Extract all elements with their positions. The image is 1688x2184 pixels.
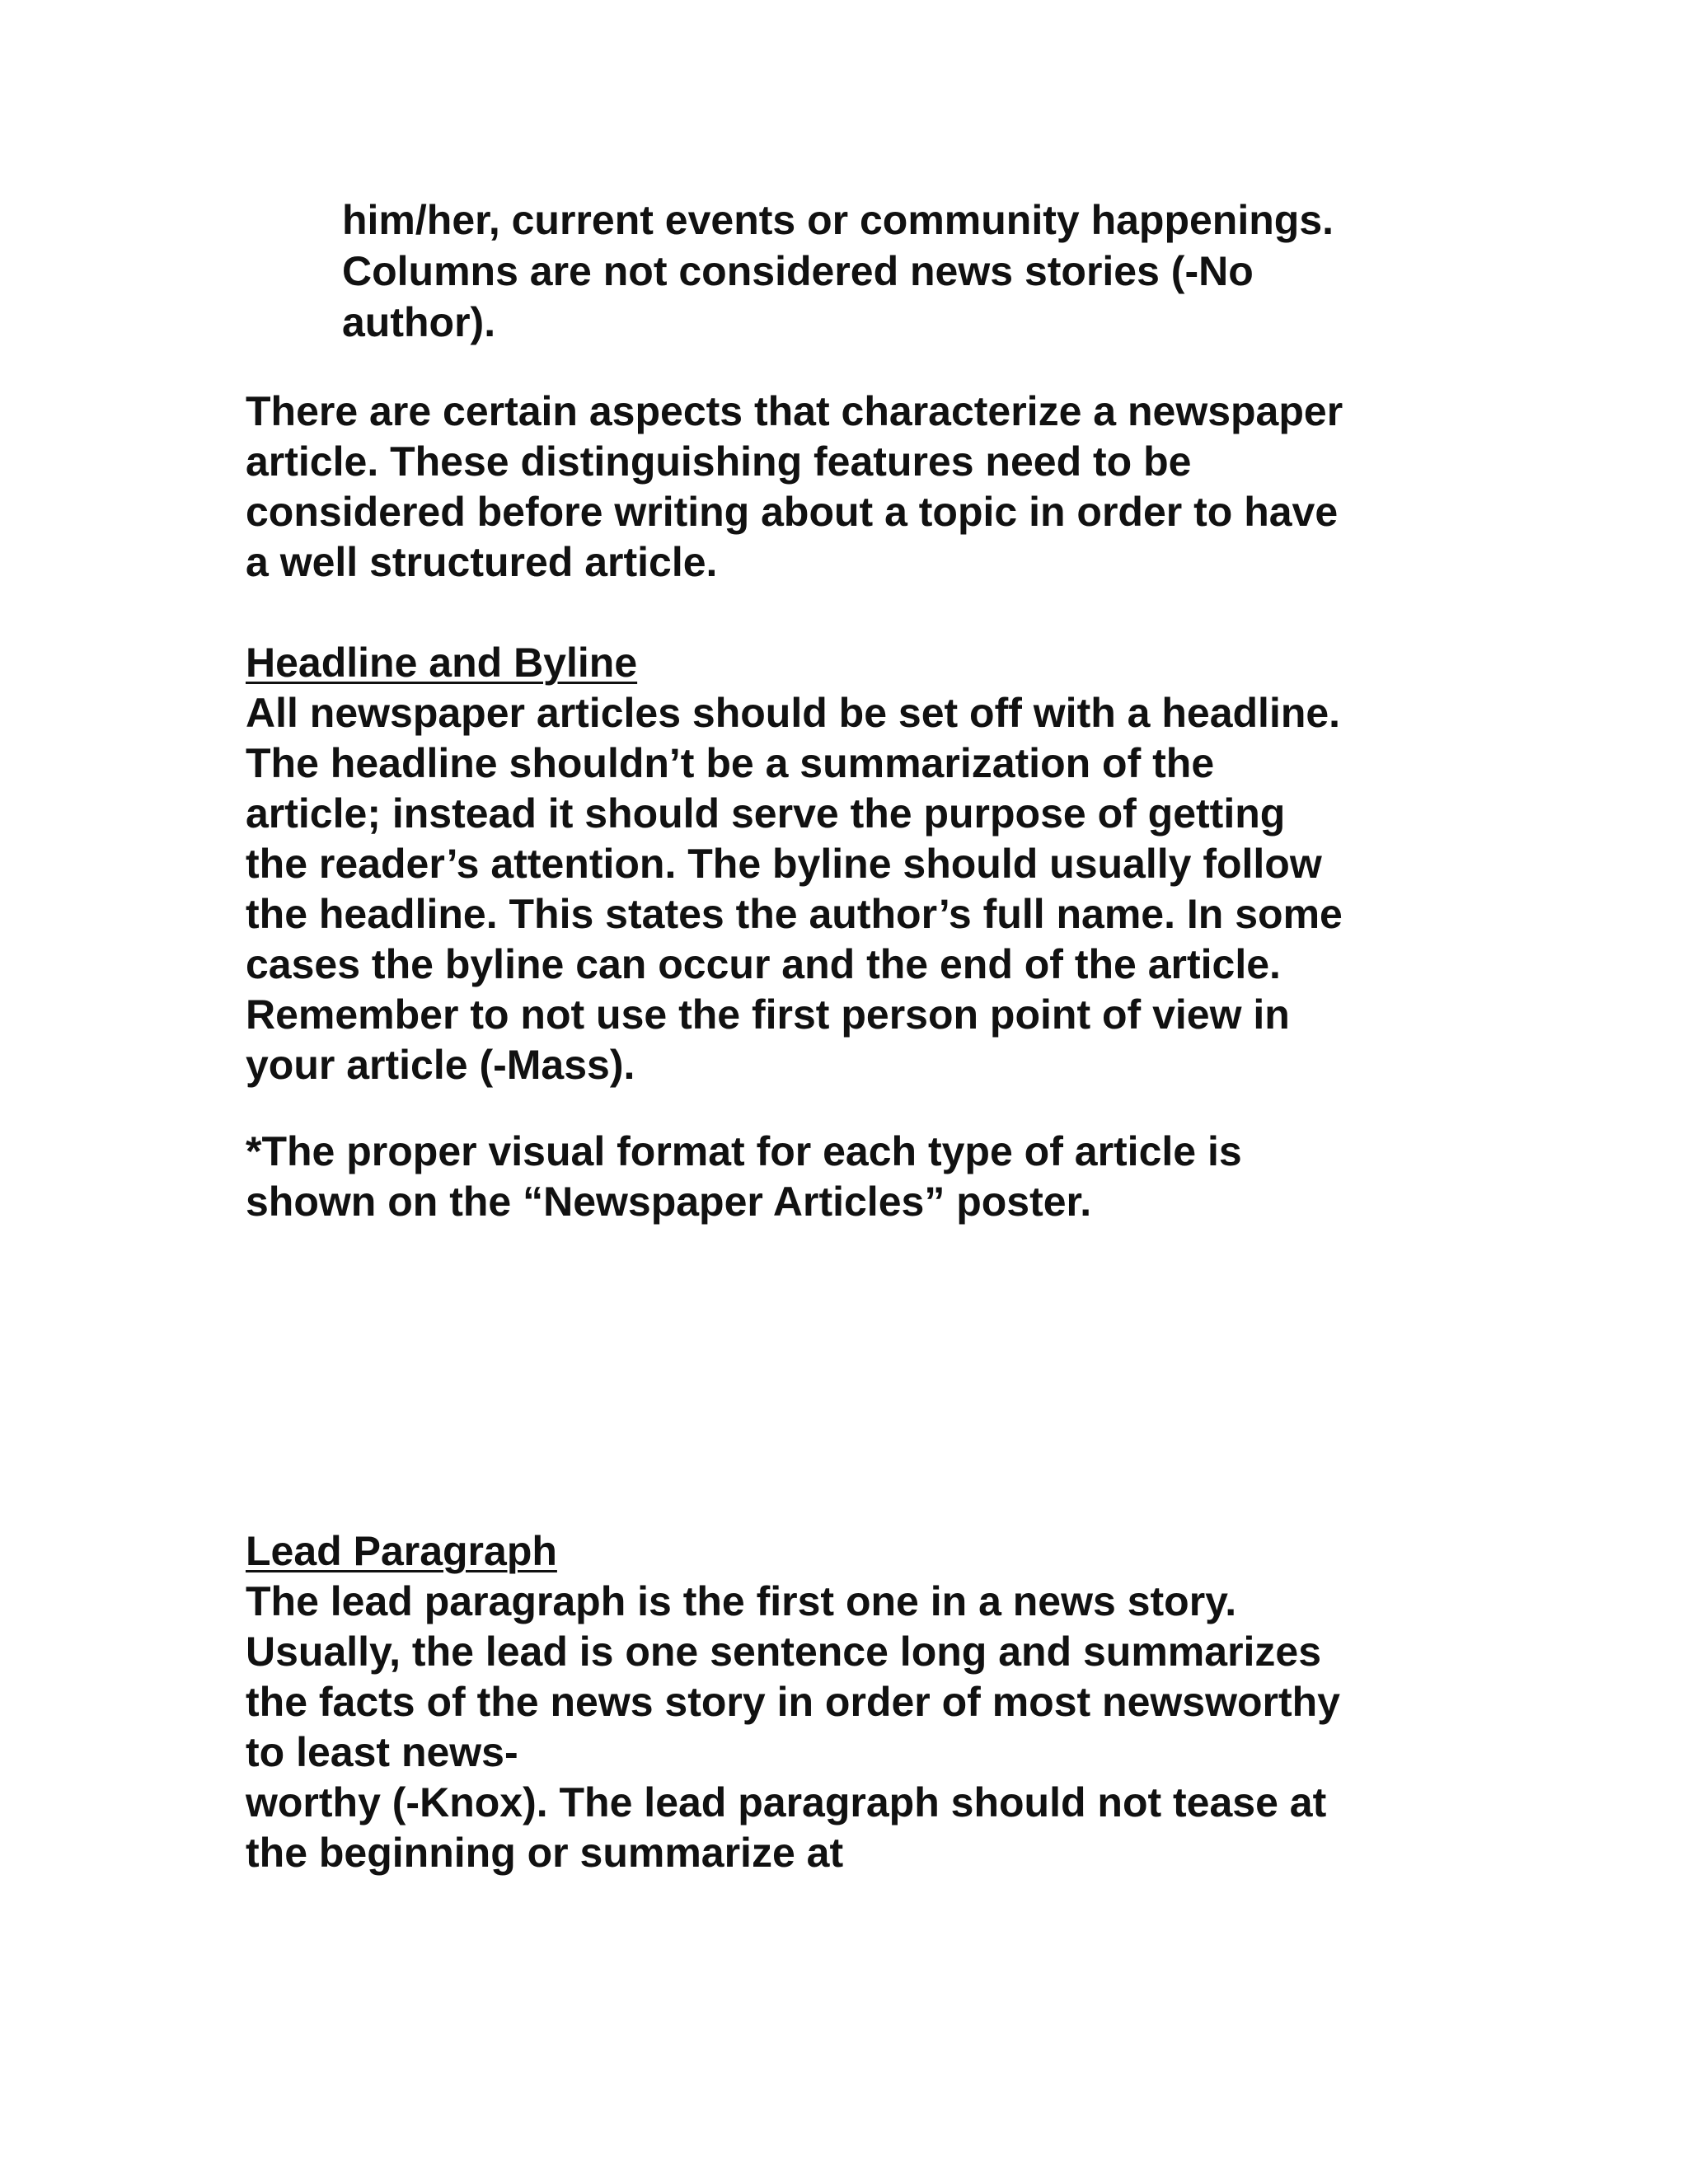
note-line: shown on the “Newspaper Articles” poster.: [246, 1179, 1092, 1225]
section-line: the beginning or summarize at: [246, 1830, 844, 1876]
intro-line: There are certain aspects that characterize a newspaper: [246, 388, 1343, 434]
intro-line: a well structured article.: [246, 539, 718, 585]
section-line: cases the byline can occur and the end of the article.: [246, 941, 1281, 987]
section-line: All newspaper articles should be set off with a headline.: [246, 690, 1341, 736]
note-line: *The proper visual format for each type of article is: [246, 1128, 1242, 1174]
section-line: worthy (-Knox). The lead paragraph should not tease at: [246, 1779, 1327, 1825]
section-heading: Headline and Byline: [246, 640, 638, 686]
intro-line: article. These distinguishing features need to be: [246, 438, 1192, 485]
section-heading: Lead Paragraph: [246, 1528, 557, 1574]
intro-line: considered before writing about a topic in order to have: [246, 489, 1339, 535]
continuation-line: Columns are not considered news stories (-No: [342, 248, 1254, 294]
section-line: the headline. This states the author’s full name. In some: [246, 891, 1343, 937]
continuation-line: author).: [342, 299, 496, 345]
section-line: the facts of the news story in order of most newsworthy: [246, 1679, 1340, 1725]
section-line: your article (-Mass).: [246, 1042, 635, 1088]
section-line: The headline shouldn’t be a summarization of the: [246, 740, 1215, 786]
section-line: article; instead it should serve the purpose of getting: [246, 790, 1286, 837]
section-line: Remember to not use the first person point of view in: [246, 991, 1290, 1038]
section-line: Usually, the lead is one sentence long and summarizes: [246, 1629, 1322, 1675]
section-line: The lead paragraph is the first one in a news story.: [246, 1578, 1237, 1624]
continuation-line: him/her, current events or community happenings.: [342, 197, 1334, 243]
section-line: the reader’s attention. The byline should usually follow: [246, 841, 1322, 887]
section-line: to least news-: [246, 1729, 518, 1775]
